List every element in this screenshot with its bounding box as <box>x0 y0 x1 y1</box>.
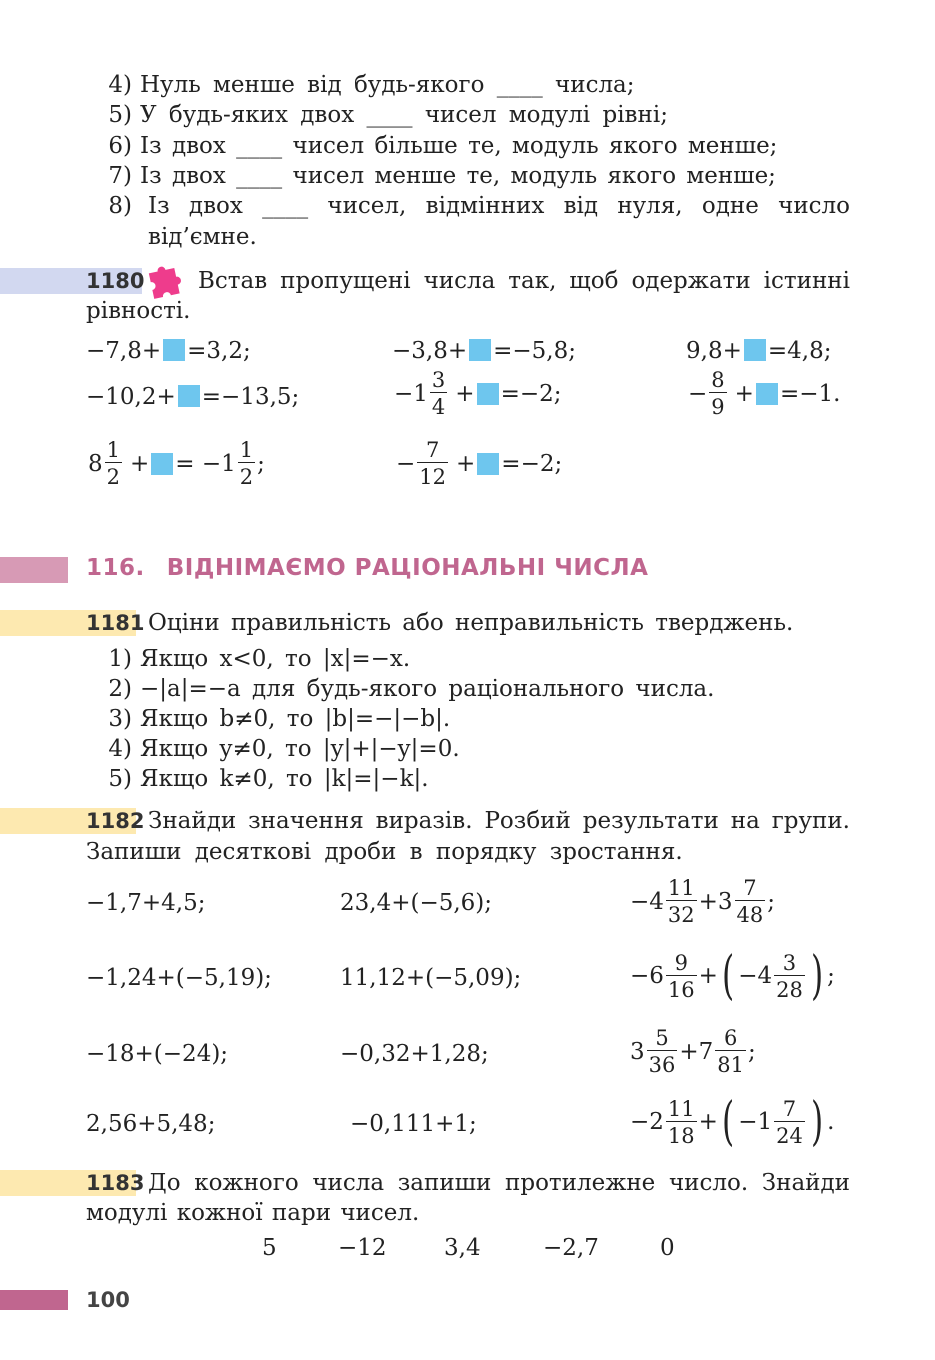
task-number: 1180 <box>86 269 145 293</box>
expression: −2 $\frac{11}{18}$ + ( −1 $\frac{7}{24}$ ) . <box>630 1092 835 1152</box>
number: 3,4 <box>444 1235 481 1261</box>
item-text: Із двох ____ чисел, відмінних від нуля, одне число <box>148 193 850 219</box>
expression: 2,56+5,48; <box>86 1111 216 1137</box>
blank-square[interactable] <box>178 385 200 407</box>
task-number: 1182 <box>86 809 145 833</box>
item-text: Із двох ____ чисел менше те, модуль якого менше; <box>140 163 776 189</box>
list-item <box>0 161 776 191</box>
section-heading: 116. ВІДНІМАЄМО РАЦІОНАЛЬНІ ЧИСЛА <box>86 555 649 581</box>
item-text: Із двох ____ чисел більше те, модуль якого менше; <box>140 133 778 159</box>
item-number: 8) <box>108 193 132 219</box>
expression: 11,12+(−5,09); <box>340 965 522 991</box>
expression: −6 $\frac{9}{16}$ + ( −4 $\frac{3}{28}$ ) ; <box>630 946 835 1006</box>
list-item: 5) Якщо k≠0, то |k|=|−k|. <box>108 766 429 792</box>
fraction: $\frac{8}{9}$ <box>711 368 725 419</box>
task-text-line: Знайди значення виразів. Розбий результати на групи. <box>148 808 850 834</box>
expression: −0,111+1; <box>350 1111 477 1137</box>
list-item <box>0 191 140 221</box>
item-text-continuation: від’ємне. <box>148 224 257 250</box>
fraction: $\frac{7}{24}$ <box>776 1096 803 1148</box>
fraction: $\frac{11}{18}$ <box>667 1096 695 1148</box>
list-item <box>0 100 668 130</box>
fraction: $\frac{11}{32}$ <box>667 876 695 927</box>
fraction: $\frac{6}{81}$ <box>717 1026 745 1077</box>
expression: −18+(−24); <box>86 1041 229 1067</box>
list-item <box>0 131 777 161</box>
item-number: 5) <box>108 102 132 128</box>
task-text: Встав пропущені числа так, щоб одержати істинні рівності. <box>86 268 850 324</box>
number: −12 <box>338 1235 387 1261</box>
blank-square[interactable] <box>756 383 778 405</box>
blank-square[interactable] <box>469 339 491 361</box>
blank-square[interactable] <box>151 453 173 475</box>
list-item <box>0 70 635 100</box>
item-text: Нуль менше від будь-якого ____ числа; <box>140 72 635 98</box>
list-item: 1) Якщо x<0, то |x|=−x. <box>108 646 411 672</box>
equation: 9,8+ =4,8; <box>686 338 832 364</box>
expression: 23,4+(−5,6); <box>340 890 493 916</box>
task-number: 1183 <box>86 1171 145 1195</box>
expression: 3 $\frac{5}{36}$ +7 $\frac{6}{81}$ ; <box>630 1026 756 1077</box>
page-band <box>0 1290 68 1310</box>
item-number: 7) <box>108 163 132 189</box>
task-text: До кожного числа запиши протилежне число. Знайди модулі кожної пари чисел. <box>86 1170 850 1226</box>
task-text-line: Запиши десяткові дроби в порядку зростання. <box>86 839 683 865</box>
expression: −1,7+4,5; <box>86 890 206 916</box>
fraction: $\frac{3}{4}$ <box>431 368 446 419</box>
fraction: $\frac{3}{28}$ <box>776 950 803 1002</box>
number: −2,7 <box>543 1235 599 1261</box>
equation: −3,8+ =−5,8; <box>392 338 576 364</box>
fraction: $\frac{5}{36}$ <box>648 1026 676 1077</box>
equation: −7,8+ =3,2; <box>86 338 251 364</box>
blank-square[interactable] <box>477 383 499 405</box>
page-number: 100 <box>86 1288 130 1312</box>
item-text: У будь-яких двох ____ чисел модулі рівні; <box>140 102 668 128</box>
list-item: 2) −|a|=−a для будь-якого раціонального числа. <box>108 676 715 702</box>
equation: − $\frac{8}{9}$ + =−1. <box>688 368 841 419</box>
fraction: $\frac{9}{16}$ <box>667 950 695 1002</box>
section-band <box>0 557 68 583</box>
expression: −4 $\frac{11}{32}$ +3 $\frac{7}{48}$ ; <box>630 876 776 927</box>
equation: −1 $\frac{3}{4}$ + =−2; <box>394 368 562 419</box>
list-item: 4) Якщо y≠0, то |y|+|−y|=0. <box>108 736 460 762</box>
blank-square[interactable] <box>477 453 499 475</box>
equation: 8 $\frac{1}{2}$ + = −1 $\frac{1}{2}$ ; <box>88 438 265 489</box>
item-number: 4) <box>108 72 132 98</box>
number: 5 <box>262 1235 277 1261</box>
expression: −0,32+1,28; <box>340 1041 489 1067</box>
fraction: $\frac{1}{2}$ <box>106 438 121 489</box>
task-text: Оціни правильність або неправильність тверджень. <box>148 610 794 636</box>
expression: −1,24+(−5,19); <box>86 965 272 991</box>
task-number: 1181 <box>86 611 145 635</box>
blank-square[interactable] <box>744 339 766 361</box>
blank-square[interactable] <box>163 339 185 361</box>
fraction: $\frac{1}{2}$ <box>239 438 254 489</box>
fraction: $\frac{7}{12}$ <box>419 438 447 489</box>
item-number: 6) <box>108 133 132 159</box>
fraction: $\frac{7}{48}$ <box>736 876 764 927</box>
number: 0 <box>660 1235 675 1261</box>
list-item: 3) Якщо b≠0, то |b|=−|−b|. <box>108 706 451 732</box>
equation: − $\frac{7}{12}$ + =−2; <box>396 438 563 489</box>
equation: −10,2+ =−13,5; <box>86 384 300 410</box>
